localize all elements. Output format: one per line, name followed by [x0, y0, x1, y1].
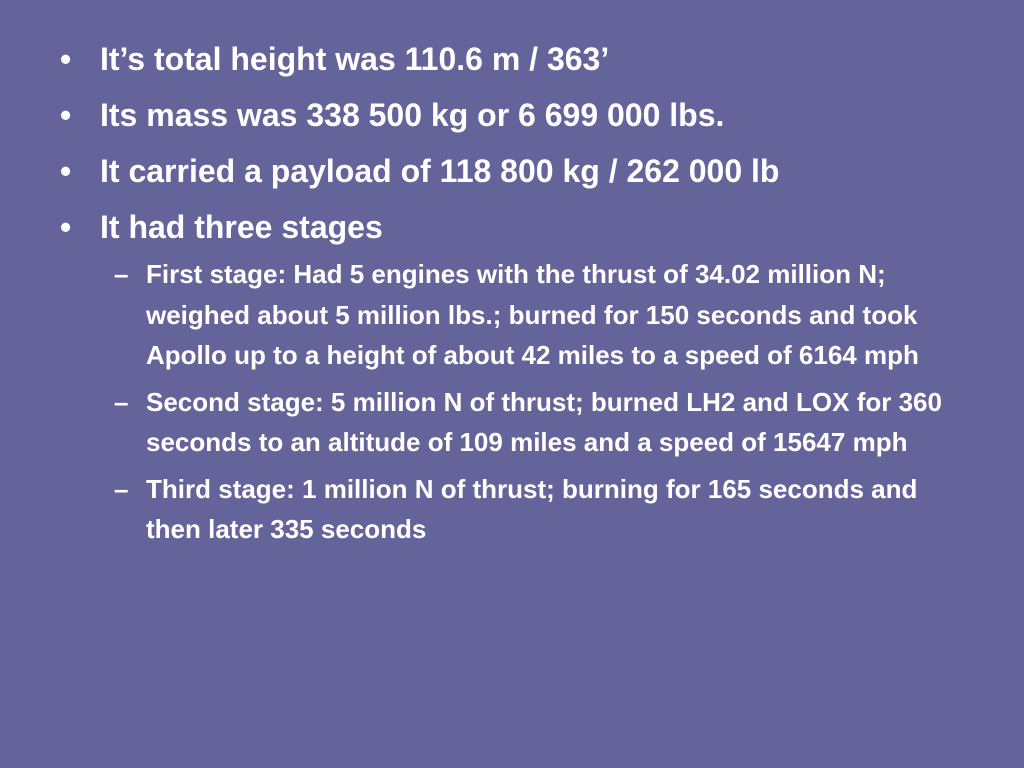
sub-item-text: Second stage: 5 million N of thrust; burned LH2 and LOX for 360 seconds to an altitude of 109 miles and a speed of 15647 mph [146, 386, 942, 457]
bullet-text: It had three stages [100, 209, 383, 245]
sub-bullet-list [100, 254, 1024, 550]
bullet-item-payload [0, 152, 1024, 190]
bullet-item-mass [0, 96, 1024, 134]
bullet-text: It’s total height was 110.6 m / 363’ [100, 41, 610, 77]
sub-item-first-stage [0, 254, 1024, 376]
dash-marker: – [114, 386, 129, 417]
bullet-marker: • [60, 97, 72, 133]
sub-item-second-stage [0, 382, 1024, 463]
sub-item-text: Third stage: 1 million N of thrust; burning for 165 seconds and then later 335 seconds [146, 473, 918, 544]
bullet-marker: • [60, 209, 72, 245]
dash-marker: – [114, 259, 129, 289]
dash-marker: – [114, 473, 129, 504]
bullet-marker: • [60, 41, 72, 77]
bullet-text: Its mass was 338 500 kg or 6 699 000 lbs. [100, 97, 725, 133]
sub-item-third-stage [0, 469, 1024, 550]
bullet-text: It carried a payload of 118 800 kg / 262 000 lb [100, 153, 780, 189]
bullet-item-total-height [0, 40, 1024, 78]
bullet-marker: • [60, 153, 72, 189]
sub-item-text: First stage: Had 5 engines with the thrust of 34.02 million N; weighed about 5 million lbs.; burned for 150 seconds and took Apollo up to a height of about 42 miles to a speed of 6164 mph [146, 259, 919, 370]
bullet-item-stages [0, 208, 1024, 550]
